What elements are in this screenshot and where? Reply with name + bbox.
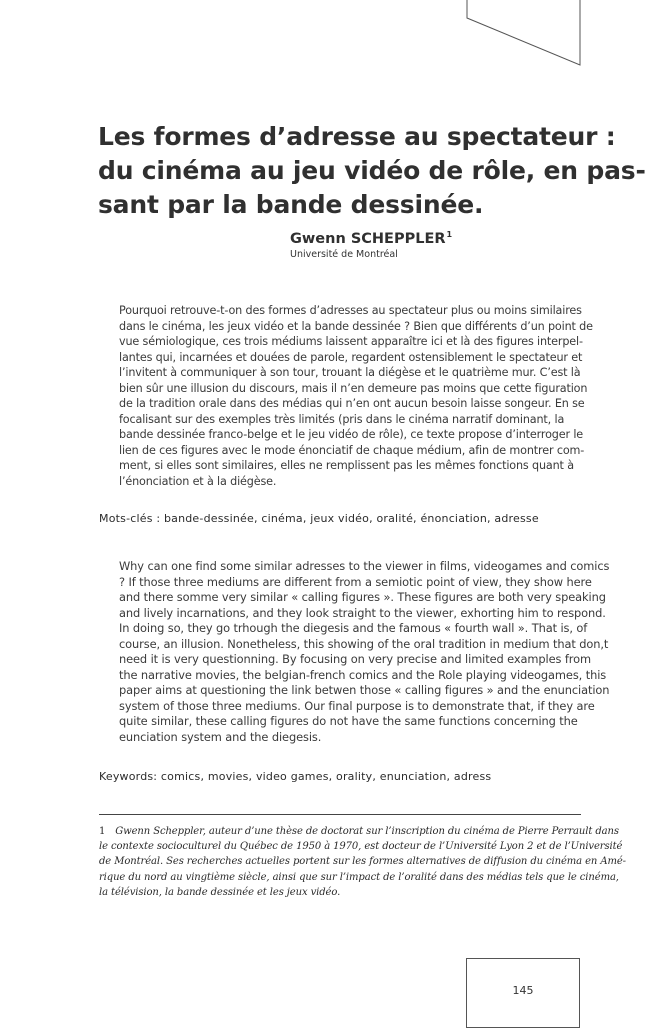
corner-decoration [0, 0, 666, 80]
abstract-line: lantes qui, incarnées et douées de parole, regardent ostensiblement le spectateur et [119, 350, 583, 364]
title-line: du cinéma au jeu vidéo de rôle, en pas- [98, 156, 646, 185]
footnote-divider [99, 814, 581, 815]
abstract-line: de la tradition orale dans des médias qui n’en ont aucun besoin laisse songeur. En se [119, 397, 585, 410]
abstract-line: and lively incarnations, and they look straight to the viewer, exhorting him to respond. [119, 605, 606, 620]
abstract-line: l’invitent à communiquer à son tour, trouant la diégèse et le quatrième mur. C’est là [119, 366, 581, 379]
article-title [98, 120, 646, 222]
keywords-list: comics, movies, video games, orality, enunciation, adress [160, 770, 492, 783]
footnote-line: 1 Gwenn Scheppler, auteur d’une thèse de doctorat sur l’inscription du cinéma de Pierre Perrault dans [99, 826, 619, 837]
footnote-number: 1 [99, 826, 106, 837]
abstract-line: and there somme very similar « calling figures ». These figures are both very speaking [119, 590, 606, 604]
footnote-line: de Montréal. Ses recherches actuelles portent sur les formes alternatives de diffusion du cinéma en Amé- [99, 856, 626, 868]
abstract-line: ? If those three mediums are different from a semiotic point of view, they show here [119, 574, 592, 589]
footnote [99, 824, 626, 900]
title-line: sant par la bande dessinée. [98, 190, 484, 219]
abstract-line: the narrative movies, the belgian-french comics and the Role playing videogames, this [119, 667, 607, 682]
abstract-line: focalisant sur des exemples très limités (pris dans le cinéma narratif dominant, la [119, 412, 565, 426]
abstract-line: Why can one find some similar adresses to the viewer in films, videogames and comics [119, 559, 610, 573]
keywords-list: bande-dessinée, cinéma, jeux vidéo, oralité, énonciation, adresse [163, 512, 539, 525]
abstract-line: quite similar, these calling figures do not have the same functions concerning the [119, 714, 578, 728]
abstract-line: ment, si elles sont similaires, elles ne remplissent pas les mêmes fonctions quant à [119, 459, 574, 472]
keywords-english [99, 770, 491, 783]
abstract-line: bien sûr une illusion du discours, mais il n’en demeure pas moins que cette figuration [119, 381, 588, 395]
abstract-line: In doing so, they go trhough the diegesis and the famous « fourth wall ». That is, of [119, 621, 588, 635]
page-number: 145 [512, 984, 534, 997]
keywords-label: Mots-clés : [99, 512, 161, 525]
abstract-line: vue sémiologique, ces trois médiums laissent apparaître ici et là des figures interpel- [119, 335, 583, 348]
footnote-line: le contexte socioculturel du Québec de 1950 à 1970, est docteur de l’Université Lyon 2 et de l’Université [99, 841, 623, 853]
keywords-label: Keywords: [99, 770, 158, 783]
title-line: Les formes d’adresse au spectateur : [98, 122, 616, 151]
abstract-line: paper aims at questioning the link betwen those « calling figures » and the enunciation [119, 683, 610, 697]
author-name: Gwenn SCHEPPLER$^1$ [290, 230, 453, 247]
abstract-line: eunciation system and the diegesis. [119, 729, 322, 744]
footnote-ref: 1 [446, 230, 453, 239]
abstract-line: Pourquoi retrouve-t-on des formes d’adresses au spectateur plus ou moins similaires [119, 304, 582, 317]
abstract-line: system of those three mediums. Our final purpose is to demonstrate that, if they are [119, 698, 595, 713]
footnote-line: rique du nord au vingtième siècle, ainsi que sur l’impact de l’oralité dans des médias tels que le cinéma, [99, 871, 619, 883]
footnote-line: la télévision, la bande dessinée et les jeux vidéo. [99, 886, 341, 898]
abstract-line: need it is very questionning. By focusing on very precise and limited examples from [119, 652, 591, 666]
abstract-line: dans le cinéma, les jeux vidéo et la bande dessinée ? Bien que différents d’un point de [119, 319, 593, 333]
abstract-line: course, an illusion. Nonetheless, this showing of the oral tradition in medium that don,t [119, 636, 609, 651]
abstract-french [119, 303, 593, 489]
abstract-line: l’énonciation et à la diégèse. [119, 474, 277, 488]
abstract-english [119, 559, 610, 745]
abstract-line: lien de ces figures avec le mode énonciatif de chaque médium, afin de montrer com- [119, 443, 585, 457]
keywords-french [99, 512, 539, 525]
abstract-line: bande dessinée franco-belge et le jeu vidéo de rôle), ce texte propose d’interroger le [119, 428, 584, 441]
author-affiliation: Université de Montréal [290, 249, 398, 260]
page-number-box [466, 958, 580, 1028]
